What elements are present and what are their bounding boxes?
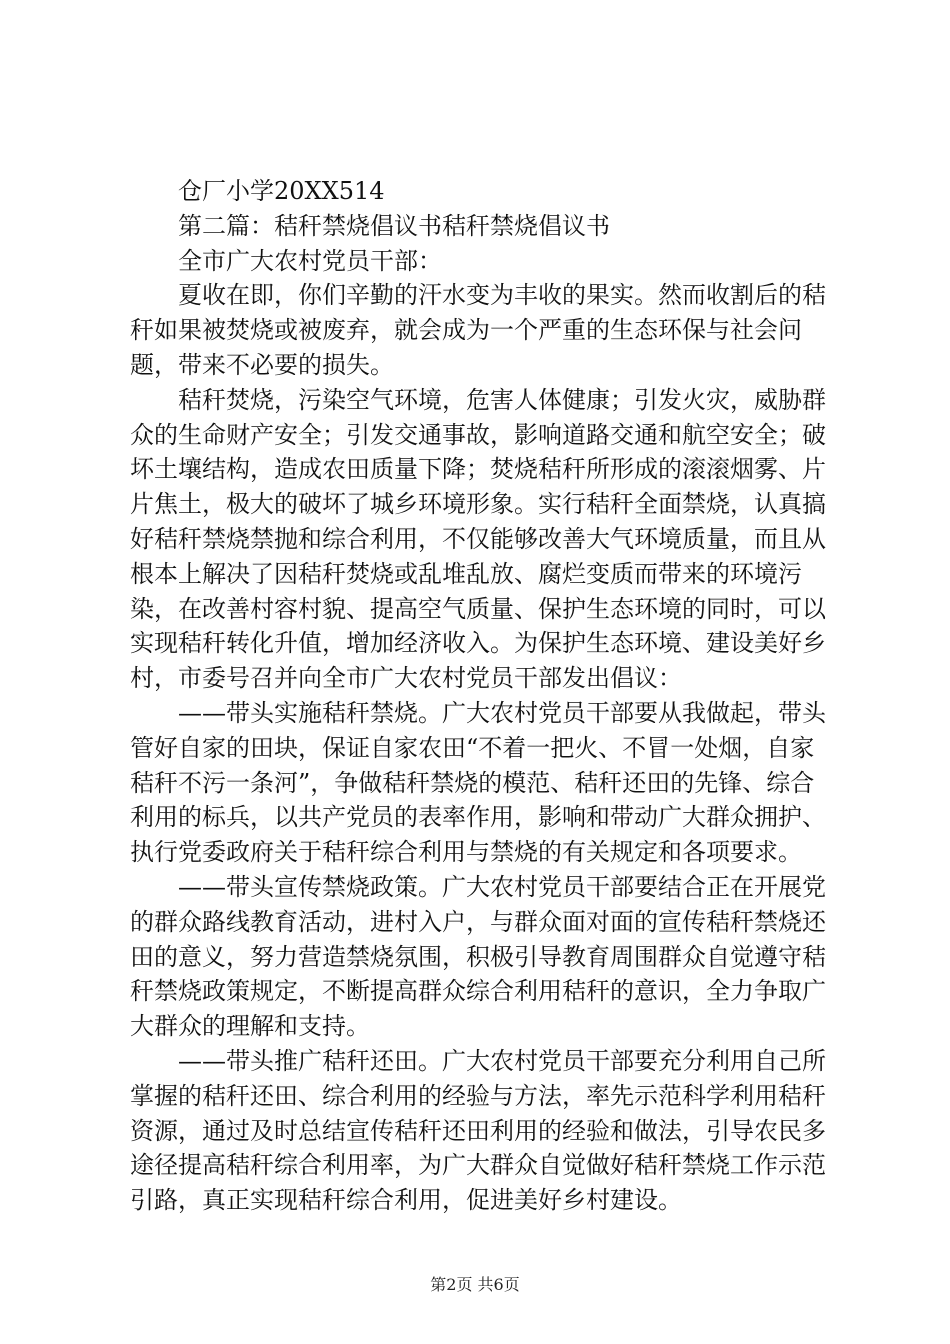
document-body [130, 174, 830, 1218]
chapter-title: 第二篇：秸秆禁烧倡议书秸秆禁烧倡议书 [178, 211, 610, 240]
paragraph-initiative-publicity: ——带头宣传禁烧政策。广大农村党员干部要结合正在开展党的群众路线教育活动，进村入户，与群众面对面的宣传秸秆禁烧还田的意义，努力营造禁烧氛围，积极引导教育周围群众自觉遵守秸秆禁烧政策规定，不断提高群众综合利用秸秆的意识，全力争取广大群众的理解和支持。 [130, 872, 826, 1041]
page-number-footer: 第2页 共6页 [430, 1275, 520, 1294]
paragraph-harms: 秸秆焚烧，污染空气环境，危害人体健康；引发火灾，威胁群众的生命财产安全；引发交通事故，影响道路交通和航空安全；破坏土壤结构，造成农田质量下降；焚烧秸秆所形成的滚滚烟雾、片片焦土，极大的破坏了城乡环境形象。实行秸秆全面禁烧，认真搞好秸秆禁烧禁抛和综合利用，不仅能够改善大气环境质量，而且从根本上解决了因秸秆焚烧或乱堆乱放、腐烂变质而带来的环境污染，在改善村容村貌、提高空气质量、保护生态环境的同时，可以实现秸秆转化升值，增加经济收入。为保护生态环境、建设美好乡村，市委号召并向全市广大农村党员干部发出倡议： [130, 385, 826, 693]
paragraph-intro: 夏收在即，你们辛勤的汗水变为丰收的果实。然而收割后的秸秆如果被焚烧或被废弃，就会成为一个严重的生态环保与社会问题，带来不必要的损失。 [130, 281, 826, 379]
school-date-line: 仓厂小学20XX514 [178, 177, 385, 205]
paragraph-initiative-ban: ——带头实施秸秆禁烧。广大农村党员干部要从我做起，带头管好自家的田块，保证自家农田“不着一把火、不冒一处烟，自家秸秆不污一条河”，争做秸秆禁烧的模范、秸秆还田的先锋、综合利用的标兵，以共产党员的表率作用，影响和带动广大群众拥护、执行党委政府关于秸秆综合利用与禁烧的有关规定和各项要求。 [130, 698, 826, 867]
salutation: 全市广大农村党员干部： [178, 246, 442, 275]
paragraph-initiative-return: ——带头推广秸秆还田。广大农村党员干部要充分利用自己所掌握的秸秆还田、综合利用的经验与方法，率先示范科学利用秸秆资源，通过及时总结宣传秸秆还田利用的经验和做法，引导农民多途径提高秸秆综合利用率，为广大群众自觉做好秸秆禁烧工作示范引路，真正实现秸秆综合利用，促进美好乡村建设。 [130, 1046, 826, 1215]
